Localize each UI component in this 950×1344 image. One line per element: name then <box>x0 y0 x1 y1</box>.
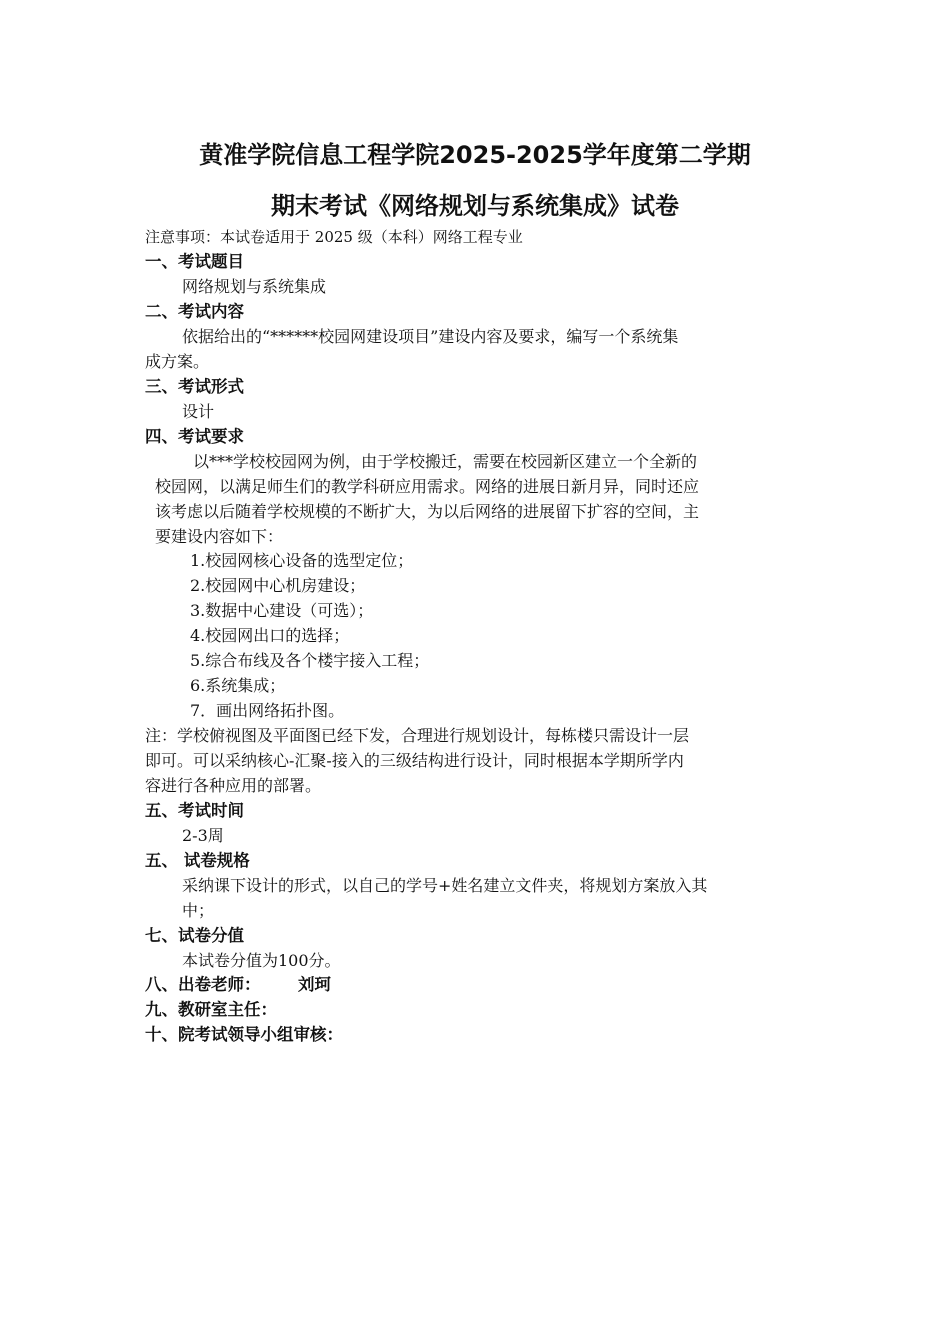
list-item: 5.综合布线及各个楼宇接入工程； <box>190 651 430 670</box>
list-item: 7．画出网络拓扑图。 <box>190 701 345 720</box>
section-6-body-line2: 中； <box>182 901 215 920</box>
list-item: 6.系统集成； <box>190 676 286 695</box>
section-7-heading: 七、试卷分值 <box>145 926 244 945</box>
document-title-line2: 期末考试《网络规划与系统集成》试卷 <box>271 192 679 220</box>
document-title-line1: 黄准学院信息工程学院2025-2025学年度第二学期 <box>199 141 751 169</box>
list-item: 4.校园网出口的选择； <box>190 626 350 645</box>
list-item: 1.校园网核心设备的选型定位； <box>190 551 414 570</box>
section-4-para-line1: 以***学校校园网为例，由于学校搬迁，需要在校园新区建立一个全新的 <box>193 452 698 471</box>
section-6-heading: 五、 试卷规格 <box>145 851 250 870</box>
section-4-note-line1: 注：学校俯视图及平面图已经下发，合理进行规划设计，每栋楼只需设计一层 <box>145 726 690 745</box>
section-3-heading: 三、考试形式 <box>145 377 244 396</box>
section-5-body: 2-3周 <box>182 826 224 845</box>
section-2-body-line1: 依据给出的“******校园网建设项目”建设内容及要求，编写一个系统集 <box>182 327 679 346</box>
section-4-heading: 四、考试要求 <box>145 427 244 446</box>
section-4-note-line3: 容进行各种应用的部署。 <box>145 776 322 795</box>
section-2-body-line2: 成方案。 <box>145 352 210 371</box>
section-8-heading: 八、出卷老师： <box>145 975 261 994</box>
section-7-body: 本试卷分值为100分。 <box>182 951 341 970</box>
section-4-para-line3: 该考虑以后随着学校规模的不断扩大，为以后网络的进展留下扩容的空间，主 <box>155 502 700 521</box>
section-9-heading: 九、教研室主任： <box>145 1000 277 1019</box>
section-6-body-line1: 采纳课下设计的形式，以自己的学号+姓名建立文件夹，将规划方案放入其 <box>182 876 708 895</box>
notice-text: 注意事项：本试卷适用于 2025 级（本科）网络工程专业 <box>145 228 523 246</box>
section-5-heading: 五、考试时间 <box>145 801 244 820</box>
section-3-body: 设计 <box>182 402 215 421</box>
section-2-heading: 二、考试内容 <box>145 302 244 321</box>
section-1-heading: 一、考试题目 <box>145 252 244 271</box>
section-1-body: 网络规划与系统集成 <box>182 277 327 296</box>
section-4-note-line2: 即可。可以采纳核心-汇聚-接入的三级结构进行设计，同时根据本学期所学内 <box>145 751 684 770</box>
list-item: 3.数据中心建设（可选）； <box>190 601 374 620</box>
section-4-para-line2: 校园网，以满足师生们的教学科研应用需求。网络的进展日新月异，同时还应 <box>155 477 700 496</box>
teacher-name: 刘珂 <box>298 975 331 994</box>
list-item: 2.校园网中心机房建设； <box>190 576 366 595</box>
section-4-para-line4: 要建设内容如下： <box>155 527 284 546</box>
section-10-heading: 十、院考试领导小组审核： <box>145 1025 343 1044</box>
